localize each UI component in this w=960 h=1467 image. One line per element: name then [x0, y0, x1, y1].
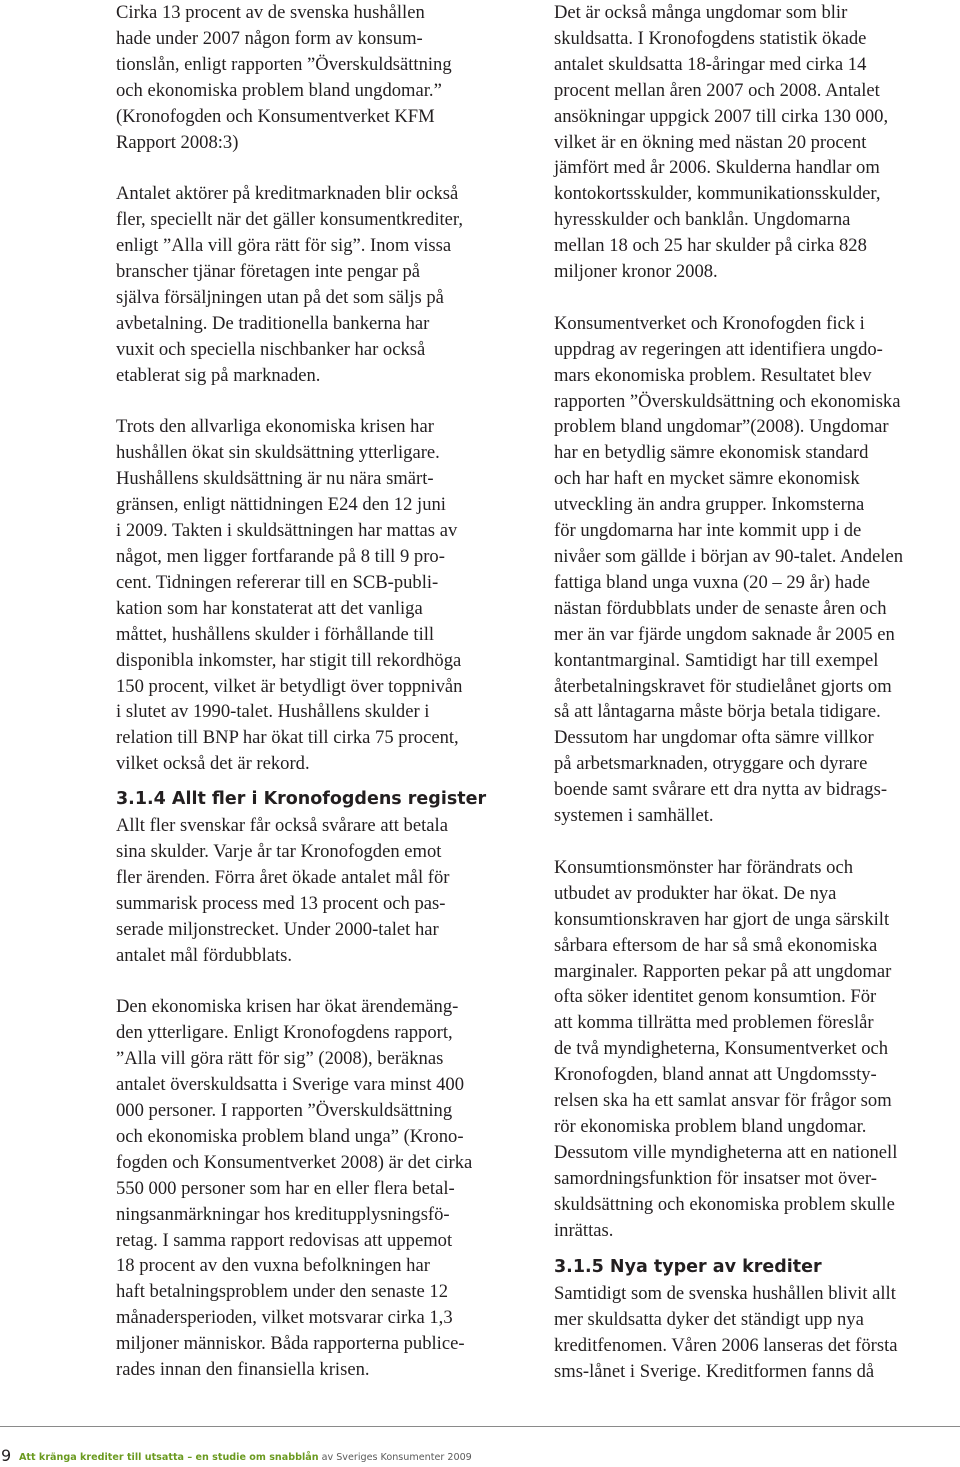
paragraph: Konsumtionsmönster har förändrats och utbudet av produkter har ökat. De nya konsumtionskraven har gjort de unga särskilt sårbara eftersom de har så små ekonomiska marginaler. Rapporten pekar på att ungdomar ofta söker identitet genom konsumtion. För att komma tillrätta med problemen föreslår de två myndigheterna, Konsumentverket och Kronofogden, bland annat att Ungdomssty- relsen ska ha ett samlat ansvar för frågor som rör ekonomiska problem bland ungdomar. Dessutom ville myndigheterna att en nationell samordningsfunktion för insatser mot över- skuldsättning och ekonomiska problem skulle inrättas.: [554, 856, 898, 1241]
section-heading: 3.1.5 Nya typer av krediter: [554, 1257, 822, 1278]
paragraph: Trots den allvarliga ekonomiska krisen har hushållen ökat sin skuldsättning ytterligare. Hushållens skuldsättning är nu nära smärt- gränsen, enligt nättidningen E24 den 12 juni i 2009. Takten i skuldsättningen har mattas av något, men ligger fortfarande på 8 till 9 pro- cent. Tidningen refererar till en SCB-publi- kation som har konstaterat att det vanliga måttet, hushållens skulder i förhållande till disponibla inkomster, har stigit till rekordhöga 150 procent, vilket är betydligt över toppnivån i slutet av 1990-talet. Hushållens skulder i relation till BNP har ökat till cirka 75 procent, vilket också det är rekord.: [116, 416, 463, 775]
paragraph: Samtidigt som de svenska hushållen blivit allt mer skuldsatta dyker det ständigt upp nya kreditfenomen. Våren 2006 lanseras det första sms-lånet i Sverige. Kreditformen fanns då: [554, 1283, 898, 1383]
footer-divider: [0, 1426, 960, 1427]
section-heading: 3.1.4 Allt fler i Kronofogdens register: [116, 789, 487, 810]
paragraph: Allt fler svenskar får också svårare att betala sina skulder. Varje år tar Kronofogden emot fler ärenden. Förra året ökade antalet mål för summarisk process med 13 procent och pas- serade miljonstrecket. Under 2000-talet har antalet mål fördubblats.: [116, 815, 450, 966]
paragraph: Det är också många ungdomar som blir skuldsatta. I Kronofogdens statistik ökade antalet skuldsatta 18-åringar med cirka 14 procent mellan åren 2007 och 2008. Antalet ansökningar uppgick 2007 till cirka 130 000, vilket är en ökning med nästan 20 procent jämfört med år 2006. Skulderna handlar om kontokortsskulder, kommunikationsskulder, hyresskulder och banklån. Ungdomarna mellan 18 och 25 har skulder på cirka 828 miljoner kronor 2008.: [554, 2, 889, 283]
right-column: [554, 0, 958, 1385]
left-column: [116, 0, 526, 1383]
page-footer: [0, 1444, 960, 1466]
paragraph: Antalet aktörer på kreditmarknaden blir också fler, speciellt när det gäller konsumentkrediter, enligt ”Alla vill göra rätt för sig”. Inom vissa branscher tjänar företagen inte pengar på själva försäljningen utan på det som säljs på avbetalning. De traditionella bankerna har vuxit och speciella nischbanker har också etablerat sig på marknaden.: [116, 183, 464, 386]
footer-title: [19, 1452, 472, 1463]
paragraph: Konsumentverket och Kronofogden fick i uppdrag av regeringen att identifiera ungdo- mars ekonomiska problem. Resultatet blev rapporten ”Överskuldsättning och ekonomiska problem bland ungdomar”(2008). Ungdomar har en betydlig sämre ekonomisk standard och har haft en mycket sämre ekonomisk utveckling än andra grupper. Inkomsterna för ungdomarna har inte kommit upp i de nivåer som gällde i början av 90-talet. Andelen fattiga bland unga vuxna (20 – 29 år) hade nästan fördubblats under de senaste åren och mer än var fjärde ungdom saknade år 2005 en kontantmarginal. Samtidigt har till exempel återbetalningskravet för studielånet gjorts om så att låntagarna måste börja betala tidigare. Dessutom har ungdomar ofta sämre villkor på arbetsmarknaden, otryggare och dyrare boende samt svårare ett dra nytta av bidrags- systemen i samhället.: [554, 312, 904, 827]
paragraph: Cirka 13 procent av de svenska hushållen hade under 2007 någon form av konsum- tionslån, enligt rapporten ”Överskuldsättning och ekonomiska problem bland ungdomar.” (Kronofogden och Konsumentverket KFM Rapport 2008:3): [116, 2, 452, 153]
page-number: 9: [1, 1446, 12, 1465]
paragraph: Den ekonomiska krisen har ökat ärendemäng- den ytterligare. Enligt Kronofogdens rapport, ”Alla vill göra rätt för sig” (2008), beräknas antalet överskuldsatta i Sverige vara minst 400 000 personer. I rapporten ”Överskuldsättning och ekonomiska problem bland unga” (Krono- fogden och Konsumentverket 2008) är det cirka 550 000 personer som har en eller flera betal- ningsanmärkningar hos kreditupplysningsfö- retag. I samma rapport redovisas att uppemot 18 procent av den vuxna befolkningen har haft betalningsproblem under den senaste 12 månadersperioden, vilket motsvarar cirka 1,3 miljoner människor. Båda rapporterna publice- rades innan den finansiella krisen.: [116, 996, 473, 1381]
footer-title-publisher: av Sveriges Konsumenter 2009: [318, 1452, 472, 1463]
footer-title-main: Att kränga krediter till utsatta – en studie om snabblån: [19, 1452, 319, 1463]
